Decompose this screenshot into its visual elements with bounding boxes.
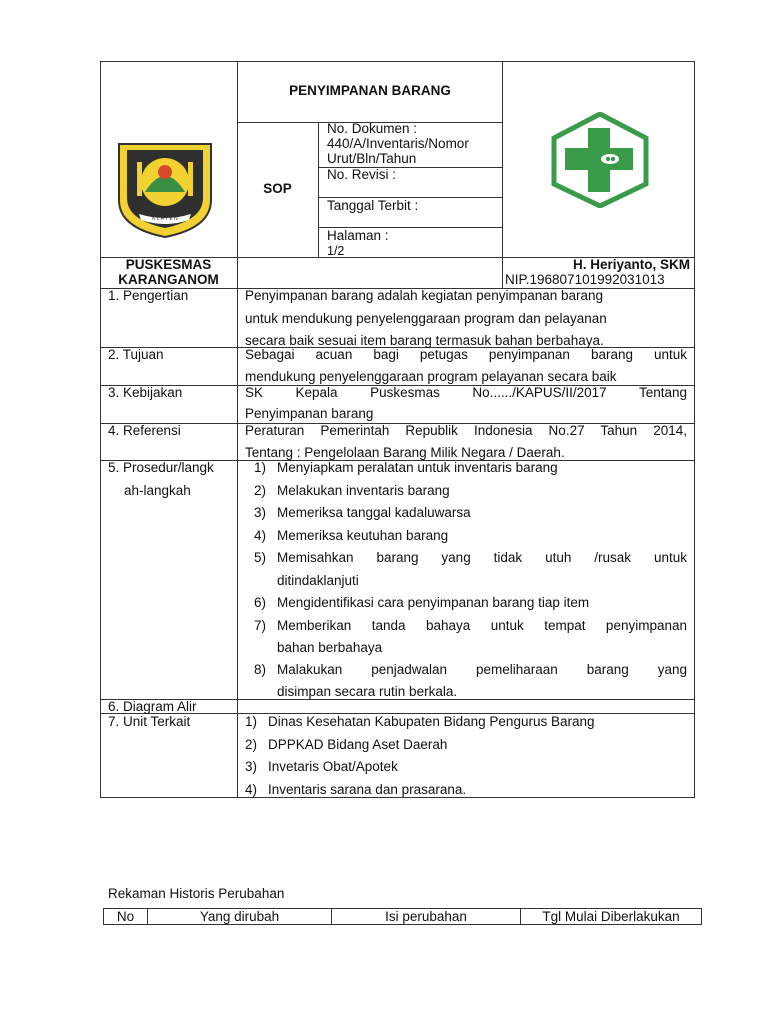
step-text-cont: bahan berbahaya bbox=[277, 640, 383, 655]
puskesmas-logo bbox=[550, 112, 650, 208]
history-col-no: No bbox=[104, 909, 148, 925]
tujuan-line: mendukung penyelenggaraan program pelayanan secara baik bbox=[245, 369, 617, 384]
step-number: 2) bbox=[254, 483, 267, 498]
step-text-cont: ditindaklanjuti bbox=[277, 573, 359, 588]
unit-number: 4) bbox=[245, 782, 258, 797]
kebijakan-label: 3. Kebijakan bbox=[108, 385, 183, 400]
unit-terkait-label: 7. Unit Terkait bbox=[108, 714, 191, 729]
history-header-row bbox=[104, 909, 702, 925]
referensi-line: Tentang : Pengelolaan Barang Milik Negara / Daerah. bbox=[245, 445, 565, 460]
pengertian-line: untuk mendukung penyelenggaraan program dan pelayanan bbox=[245, 311, 607, 326]
step-text-cont: disimpan secara rutin berkala. bbox=[277, 684, 458, 699]
unit-number: 2) bbox=[245, 737, 258, 752]
document-title: PENYIMPANAN BARANG bbox=[289, 83, 451, 98]
tanggal-terbit-label: Tanggal Terbit : bbox=[327, 198, 419, 213]
pengertian-line: secara baik sesuai item barang termasuk bahan berbahaya. bbox=[245, 333, 604, 348]
step-number: 4) bbox=[254, 528, 267, 543]
diagram-alir-label: 6. Diagram Alir bbox=[108, 699, 197, 714]
step-text: Malakukan penjadwalan pemeliharaan barang yang bbox=[277, 662, 687, 677]
step-text: Melakukan inventaris barang bbox=[277, 483, 450, 498]
history-col-isi-perubahan: Isi perubahan bbox=[332, 909, 521, 925]
step-number: 3) bbox=[254, 505, 267, 520]
referensi-label: 4. Referensi bbox=[108, 423, 181, 438]
step-text: Memberikan tanda bahaya untuk tempat penyimpanan bbox=[277, 618, 687, 633]
unit-text: Dinas Kesehatan Kabupaten Bidang Pengurus Barang bbox=[268, 714, 595, 729]
step-number: 8) bbox=[254, 662, 267, 677]
unit-number: 3) bbox=[245, 759, 258, 774]
step-number: 7) bbox=[254, 618, 267, 633]
prosedur-label-line2: ah-langkah bbox=[124, 483, 191, 498]
history-title: Rekaman Historis Perubahan bbox=[108, 886, 285, 901]
step-text: Memeriksa keutuhan barang bbox=[277, 528, 449, 543]
doc-no-label: No. Dokumen : bbox=[327, 121, 418, 136]
unit-text: Invetaris Obat/Apotek bbox=[268, 759, 398, 774]
halaman-value: 1/2 bbox=[327, 244, 345, 258]
klaten-crest-logo bbox=[115, 140, 215, 240]
halaman-label: Halaman : bbox=[327, 228, 389, 243]
history-col-tgl-mulai: Tgl Mulai Diberlakukan bbox=[521, 909, 702, 925]
step-text: Memeriksa tanggal kadaluwarsa bbox=[277, 505, 471, 520]
unit-text: Inventaris sarana dan prasarana. bbox=[268, 782, 467, 797]
kebijakan-line: Penyimpanan barang bbox=[245, 406, 374, 421]
step-number: 6) bbox=[254, 595, 267, 610]
history-col-yang-dirubah: Yang dirubah bbox=[148, 909, 332, 925]
pengertian-line: Penyimpanan barang adalah kegiatan penyimpanan barang bbox=[245, 288, 604, 303]
crest-ribbon-text: K L A T E N bbox=[152, 216, 178, 222]
signer-nip: NIP.196807101992031013 bbox=[505, 272, 665, 287]
signer-name: H. Heriyanto, SKM bbox=[572, 257, 690, 272]
step-number: 5) bbox=[254, 550, 267, 565]
unit-text: DPPKAD Bidang Aset Daerah bbox=[268, 737, 448, 752]
history-table bbox=[103, 908, 702, 925]
referensi-line: Peraturan Pemerintah Republik Indonesia No.27 Tahun 2014, bbox=[245, 423, 687, 438]
doc-no-value-line2: Urut/Bln/Tahun bbox=[327, 151, 417, 166]
tujuan-label: 2. Tujuan bbox=[108, 347, 164, 362]
step-text: Menyiapkam peralatan untuk inventaris barang bbox=[277, 460, 558, 475]
pengertian-label: 1. Pengertian bbox=[108, 288, 189, 303]
step-text: Memisahkan barang yang tidak utuh /rusak untuk bbox=[277, 550, 687, 565]
kebijakan-line: SK Kepala Puskesmas No....../KAPUS/II/2017 Tentang bbox=[245, 385, 687, 400]
revisi-label: No. Revisi : bbox=[327, 167, 397, 182]
org-name-line2: KARANGANOM bbox=[118, 272, 219, 287]
org-name-line1: PUSKESMAS bbox=[125, 257, 212, 272]
step-text: Mengidentifikasi cara penyimpanan barang tiap item bbox=[277, 595, 590, 610]
tujuan-line: Sebagai acuan bagi petugas penyimpanan barang untuk bbox=[245, 347, 687, 362]
step-number: 1) bbox=[254, 460, 267, 475]
prosedur-label-line1: 5. Prosedur/langk bbox=[108, 460, 214, 475]
doc-no-value-line1: 440/A/Inventaris/Nomor bbox=[327, 136, 469, 151]
sop-label: SOP bbox=[263, 181, 292, 196]
unit-number: 1) bbox=[245, 714, 258, 729]
